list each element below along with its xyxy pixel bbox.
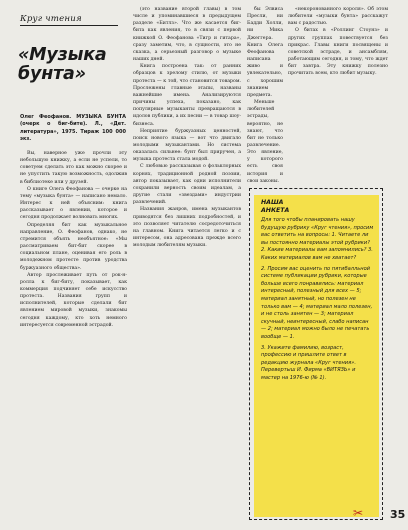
paragraph: О книге Олега Феофанова — очерке на тему «музыка бунта» — написано немало. Интерес к ней объясним: книга рассказывает о явлении, которое и сегодня продолжает волновать многих. <box>20 186 127 221</box>
scissors-icon: ✂ <box>353 506 364 520</box>
paragraph: (это название второй главы) в том числе и упоминавшиеся в предыдущем разделе «Битлз». Что же касается биг-бита как явления, то в связи с первой книжкой О. Феофанова «Тигр и гитара», сразу заметим, что, в сущности, это не сказка, а серьезный разговор о музыке наших дней. <box>133 7 241 63</box>
paragraph: Вы, наверное уже прочли эту небольшую книжку, а если не успели, то советуем сделать это как можно скорее и не упустить такую возможность, одолжив в библиотеке или у друзей. <box>20 151 127 185</box>
article-column-4 <box>288 6 388 184</box>
survey-heading: НАША <box>261 199 284 206</box>
survey-coupon[interactable] <box>249 188 383 520</box>
article-column-1 <box>20 150 127 520</box>
paragraph: Неприятие буржуазных ценностей, поиск нового языка — вот что двигало молодыми музыкантами. Но система оказалась сильнее: бунт был приручен, а музыка протеста стала модой. <box>133 128 241 163</box>
paragraph: О битах в «Роллинг Стоунз» и других группах повествуется без прикрас. Главы книги посвящены и советской эстраде, и ансамблям, работающим сегодня, и тому, что ждет бит завтра. Эту книжку полезно прочитать всем, кто любит музыку. <box>288 28 388 77</box>
paragraph: бы Элвиса Пресли, ни Бадди Холли, ни Мика Джеггера. Книга Олега Феофанова написана живо и увлекательно, с хорошим знанием предмета. <box>247 7 283 98</box>
survey-subheading: АНКЕТА <box>261 207 290 214</box>
survey-box <box>254 195 379 520</box>
paragraph: Определяя бит как музыкальное направление, О. Феофанов, однако, не стремится объять необъятное: «Мы рассматриваем бит-бит скорее в социальном плане, оценивая его роль в молодежном протесте против уродства буржуазного общества». <box>20 222 127 271</box>
article-column-2 <box>133 6 241 520</box>
article-title: «Музыка бунта» <box>18 45 107 84</box>
paragraph: «некоронованного короля». Об этом любители «музыки бунта» расскажут вам с радостью. <box>288 7 388 27</box>
paragraph: Меньше любителей эстрады, вероятно, не знают, что бит не только развлечение. Это явление, у которого есть своя история и свои законы. <box>247 100 283 184</box>
survey-question-2: 2. Просим вас оценить по пятибалльной системе публикации рубрики, которые больше всего понравились: материал интересный, полезный для всех — 5; материал занятный, но полезен не только вам — 4; материал мало полезен, и не столь занятен — 3; материал скучный, неинтересный, слабо написан — 2; материал можно было не печатать вообще — 1. <box>261 265 373 340</box>
paragraph: Автор прослеживает путь от рок-н-ролла к биг-биту, показывает, как коммерция подчиняет себе искусство протеста. Названия групп и исполнителей, которые сделали бит явлением мировой музыки, знакомы сегодня каждому, кто хоть немного интересуется современной эстрадой. <box>20 272 127 328</box>
paragraph: Книга построена так: от ранних образцов к зрелому стилю, от музыки протеста — к той, что становится товаром. Прослежены главные этапы, названы важнейшие имена. Анализируются причины успеха, показано, как популярные музыканты превращаются в идолов публики, а их песни — в товар шоу-бизнеса. <box>133 64 241 127</box>
survey-question-3: 3. Укажите фамилию, возраст, профессию и пришлите ответ в редакцию журнала «Круг чтения». Перевертыш И. Фирма «ВИТЯЗЬ» и мастер на 1976-ю (№ 1). <box>261 344 356 381</box>
rubric-rule <box>20 25 118 26</box>
paragraph: Названия жанров, имена музыкантов приводятся без лишних подробностей, и это позволяет читателю сосредоточиться на главном. Книга читается легко и с интересом, она адресована прежде всего молодым любителям музыки. <box>133 207 241 249</box>
article-column-3 <box>247 6 283 184</box>
paragraph: С любовью рассказывая о фольклорных корнях, традиционной родной поэзии, автор показывает, как одни исполнители сохранили верность своим идеалам, а другие стали «звездами» индустрии развлечений. <box>133 164 241 206</box>
page-number: 35 <box>390 508 406 521</box>
book-credits: Олег Феофанов. МУЗЫКА БУНТА (очерк о биг-бите). Л., «Дет. литература», 1975. Тираж 100 000 экз. <box>20 114 126 142</box>
survey-question-1: Для того чтобы планировать нашу будущую рубрику «Круг чтения», просим вас ответить на вопросы: 1. Читаете ли вы постоянно материалы этой рубрики? 2. Какие материалы вам запомнились? 3. Каких материалов вам не хватает? <box>261 217 374 261</box>
rubric-label: Круг чтения <box>20 14 82 24</box>
